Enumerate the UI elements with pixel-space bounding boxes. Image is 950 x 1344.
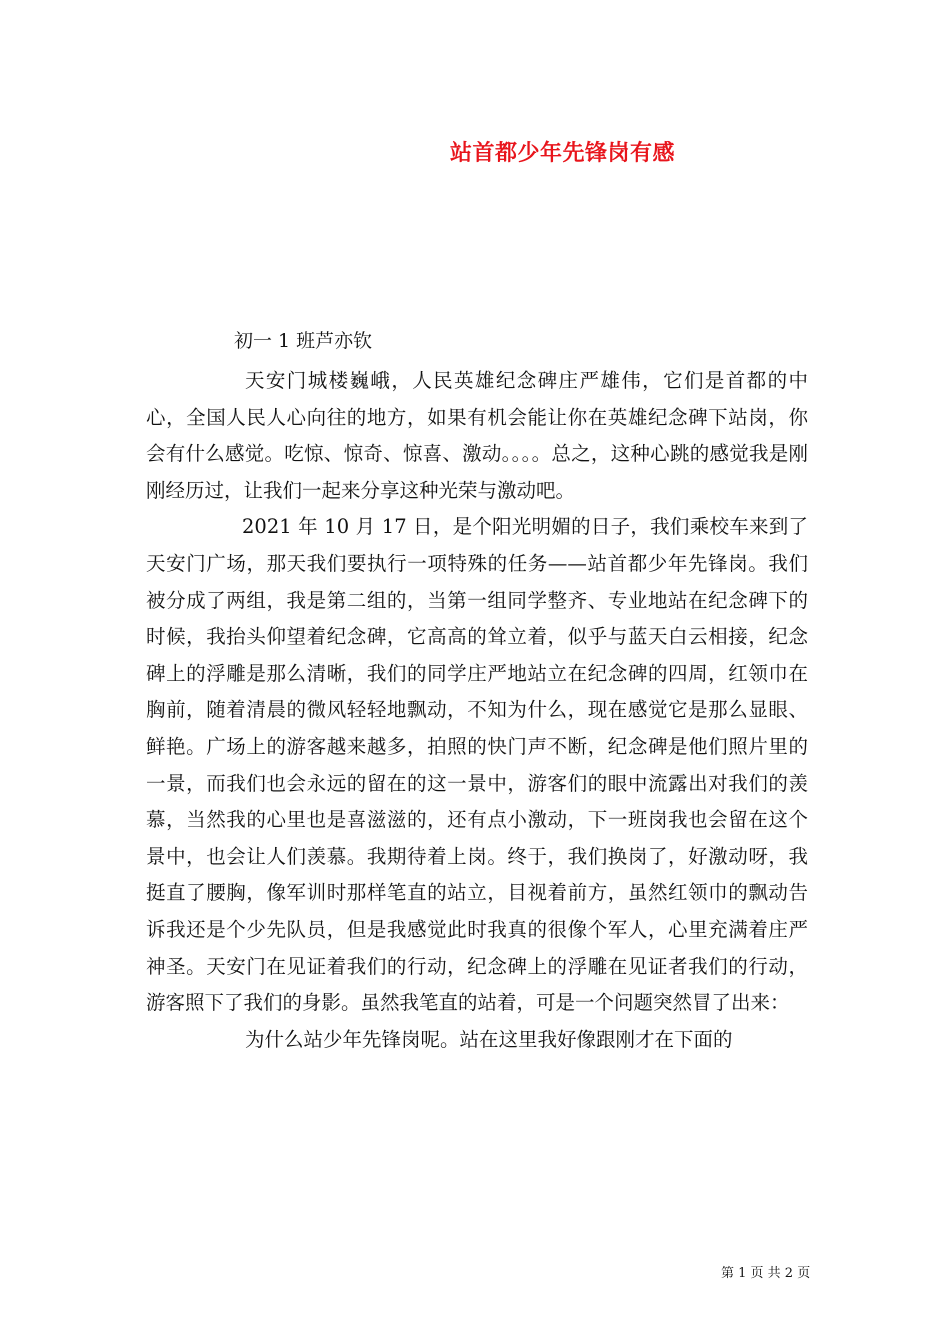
paragraph: 天安门城楼巍峨，人民英雄纪念碑庄严雄伟，它们是首都的中心，全国人民人心向往的地方，如果有机会能让你在英雄纪念碑下站岗，你会有什么感觉。吃惊、惊奇、惊喜、激动。。。。总之，这种心跳的感觉我是刚刚经历过，让我们一起来分享这种光荣与激动吧。 [146, 369, 808, 502]
paragraph: 2021 年 10 月 17 日，是个阳光明媚的日子，我们乘校车来到了天安门广场，那天我们要执行一项特殊的任务——站首都少年先锋岗。我们被分成了两组，我是第二组的，当第一组同学整齐、专业地站在纪念碑下的时候，我抬头仰望着纪念碑，它高高的耸立着，似乎与蓝天白云相接，纪念碑上的浮雕是那么清晰，我们的同学庄严地站立在纪念碑的四周，红领巾在胸前，随着清晨的微风轻轻地飘动，不知为什么，现在感觉它是那么显眼、鲜艳。广场上的游客越来越多，拍照的快门声不断，纪念碑是他们照片里的一景，而我们也会永远的留在的这一景中，游客们的眼中流露出对我们的羡慕，当然我的心里也是喜滋滋的，还有点小激动，下一班岗我也会留在这个景中，也会让人们羡慕。我期待着上岗。终于，我们换岗了，好激动呀，我挺直了腰胸，像军训时那样笔直的站立，目视着前方，虽然红领巾的飘动告诉我还是个少先队员，但是我感觉此时我真的很像个军人，心里充满着庄严神圣。天安门在见证着我们的行动，纪念碑上的浮雕在见证者我们的行动，游客照下了我们的身影。虽然我笔直的站着，可是一个问题突然冒了出来： [146, 515, 808, 1015]
document-title: 站首都少年先锋岗有感 [450, 140, 676, 166]
author-line: 初一 1 班芦亦钦 [234, 330, 373, 352]
paragraph: 为什么站少年先锋岗呢。站在这里我好像跟刚才在下面的 [245, 1027, 733, 1051]
page-number: 第 1 页 共 2 页 [721, 1266, 811, 1281]
document-body [146, 363, 808, 1058]
